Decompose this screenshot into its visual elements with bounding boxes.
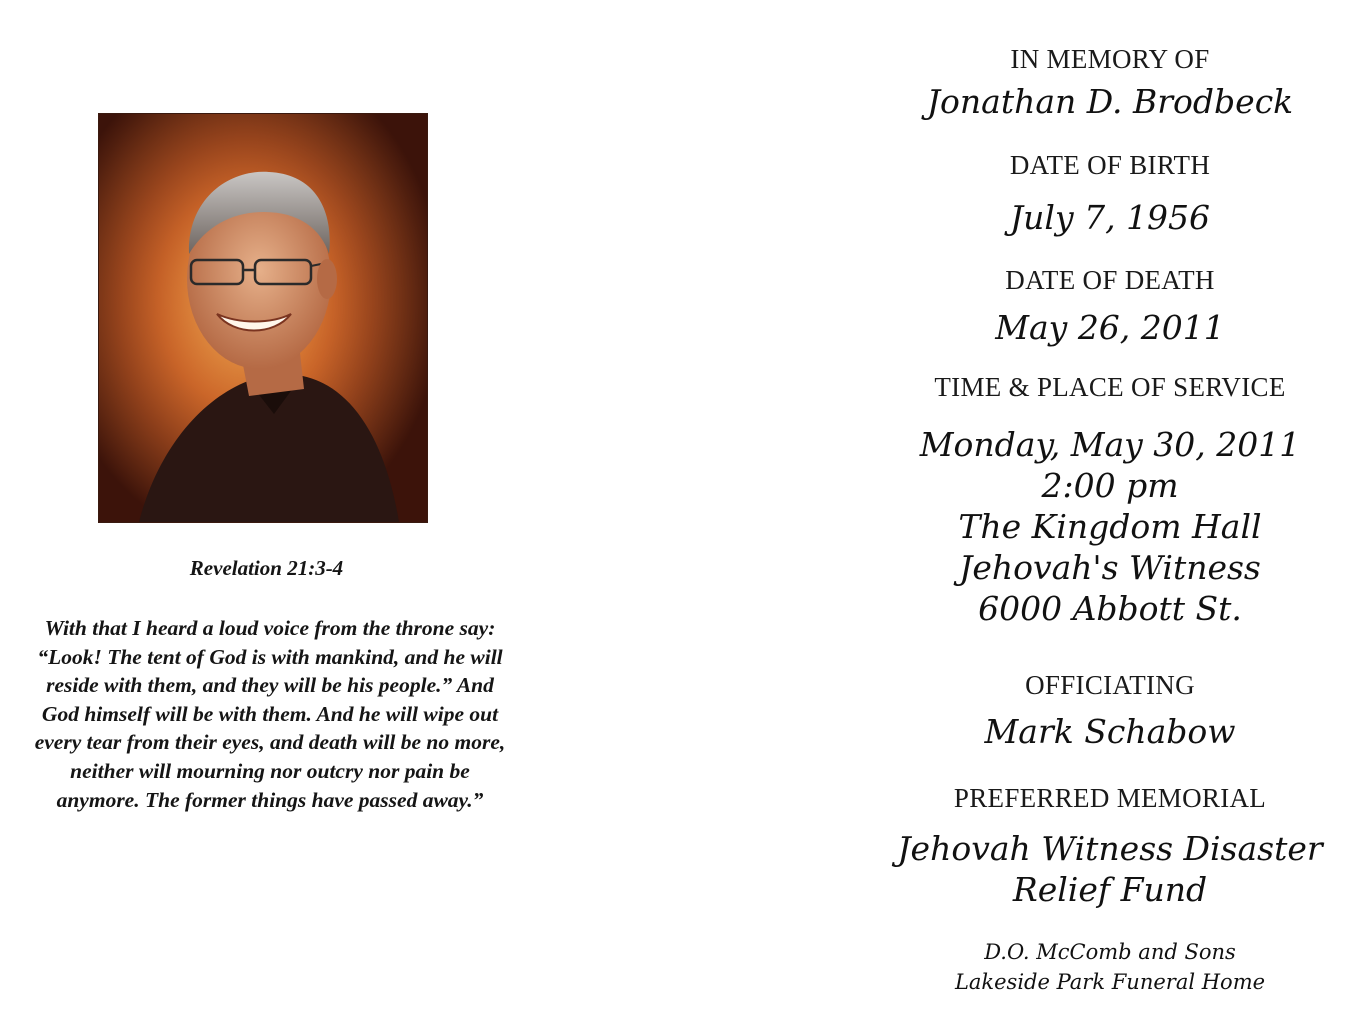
service-details [880, 424, 1340, 629]
memorial-fund [880, 828, 1340, 910]
verse-line: neither will mourning nor outcry nor pain be [70, 758, 470, 783]
verse-line: anymore. The former things have passed away.” [56, 787, 484, 812]
funeral-home [880, 937, 1340, 997]
portrait-photo [98, 113, 428, 523]
death-date: May 26, 2011 [995, 308, 1225, 347]
service-time: 2:00 pm [1041, 466, 1179, 505]
birth-heading: DATE OF BIRTH [1009, 150, 1211, 180]
funeral-home-line: D.O. McComb and Sons [984, 940, 1236, 964]
officiating-heading: OFFICIATING [1025, 670, 1195, 700]
service-heading: TIME & PLACE OF SERVICE [934, 372, 1286, 402]
verse-line: With that I heard a loud voice from the throne say: [44, 616, 496, 640]
birth-date: July 7, 1956 [1009, 198, 1211, 237]
verse-reference: Revelation 21:3-4 [189, 556, 344, 580]
officiant-name: Mark Schabow [984, 712, 1236, 751]
memorial-heading: PREFERRED MEMORIAL [953, 783, 1267, 813]
verse-line: every tear from their eyes, and death will be no more, [34, 730, 506, 755]
service-venue-org: Jehovah's Witness [959, 548, 1261, 587]
verse-line: “Look! The tent of God is with mankind, and he will [37, 644, 503, 669]
memorial-line: Jehovah Witness Disaster [897, 829, 1323, 868]
service-address: 6000 Abbott St. [978, 589, 1242, 628]
right-panel [880, 0, 1340, 1017]
memory-heading: IN MEMORY OF [1010, 44, 1210, 74]
death-heading: DATE OF DEATH [1005, 265, 1215, 295]
funeral-home-line: Lakeside Park Funeral Home [954, 970, 1266, 994]
verse-line: God himself will be with them. And he will wipe out [41, 701, 499, 726]
memorial-line: Relief Fund [1012, 870, 1208, 909]
deceased-name: Jonathan D. Brodbeck [926, 82, 1294, 121]
service-date: Monday, May 30, 2011 [919, 425, 1301, 464]
left-panel [0, 0, 540, 1017]
service-venue: The Kingdom Hall [958, 507, 1262, 546]
verse-text [0, 614, 570, 814]
verse-line: reside with them, and they will be his people.” And [46, 673, 494, 698]
portrait-illustration [99, 114, 427, 522]
